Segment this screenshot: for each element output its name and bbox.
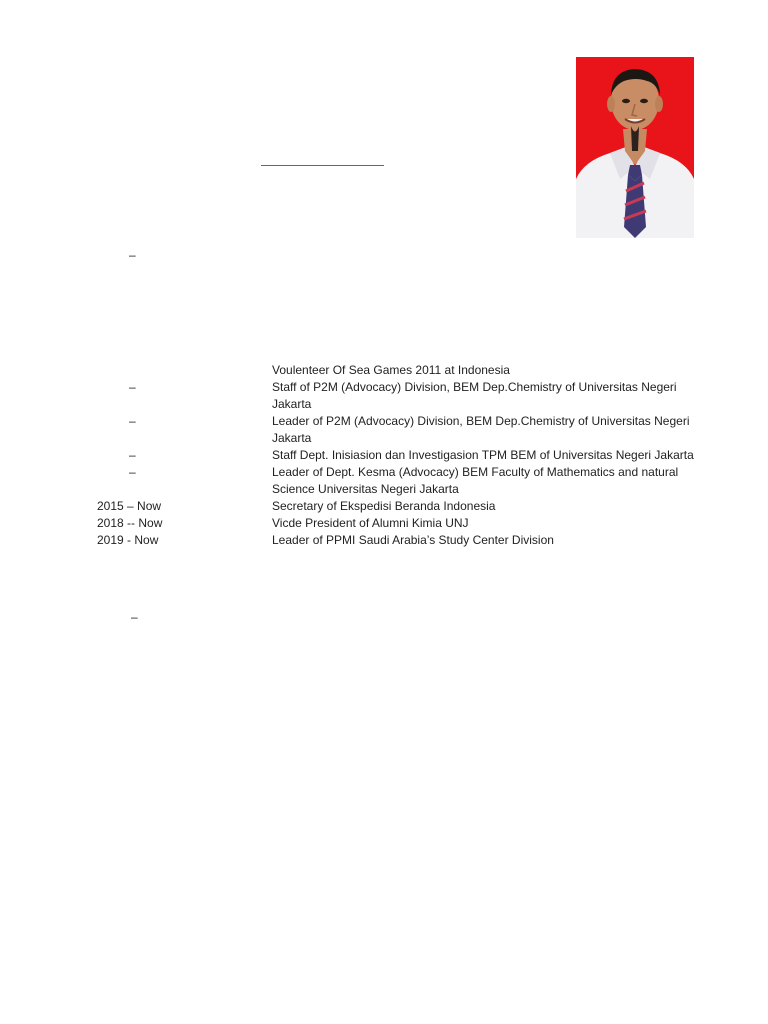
experience-role: Staff Dept. Inisiasion dan Investigasion TPM BEM of Universitas Negeri Jakarta xyxy=(272,448,694,462)
portrait-photo-icon xyxy=(576,57,694,238)
experience-row xyxy=(0,413,768,447)
email-link-underline[interactable] xyxy=(261,165,384,166)
experience-period xyxy=(0,362,272,379)
experience-period: 2015 – Now xyxy=(97,499,162,513)
experience-role: Voulenteer Of Sea Games 2011 at Indonesia xyxy=(272,363,510,377)
experience-row xyxy=(0,532,768,549)
education-dash: – xyxy=(129,248,136,262)
skills-dash: – xyxy=(131,610,138,624)
experience-period: – xyxy=(129,414,136,428)
experience-row xyxy=(0,464,768,498)
experience-row xyxy=(0,447,768,464)
experience-role: Leader of P2M (Advocacy) Division, BEM Dep.Chemistry of Universitas Negeri Jakarta xyxy=(272,414,690,445)
experience-role: Staff of P2M (Advocacy) Division, BEM Dep.Chemistry of Universitas Negeri Jakarta xyxy=(272,380,677,411)
experience-role: Leader of PPMI Saudi Arabia’s Study Center Division xyxy=(272,533,554,547)
experience-period: 2019 - Now xyxy=(97,533,159,547)
experience-row xyxy=(0,515,768,532)
experience-row xyxy=(0,379,768,413)
experience-role: Secretary of Ekspedisi Beranda Indonesia xyxy=(272,499,496,513)
experience-role: Vicde President of Alumni Kimia UNJ xyxy=(272,516,469,530)
experience-period: – xyxy=(129,448,136,462)
organization-experience-list xyxy=(0,362,768,549)
experience-row xyxy=(0,498,768,515)
experience-period: – xyxy=(129,465,136,479)
experience-period: – xyxy=(129,380,136,394)
experience-role: Leader of Dept. Kesma (Advocacy) BEM Faculty of Mathematics and natural Science Universitas Negeri Jakarta xyxy=(272,465,679,496)
experience-row xyxy=(0,362,768,379)
experience-period: 2018 -- Now xyxy=(97,516,163,530)
